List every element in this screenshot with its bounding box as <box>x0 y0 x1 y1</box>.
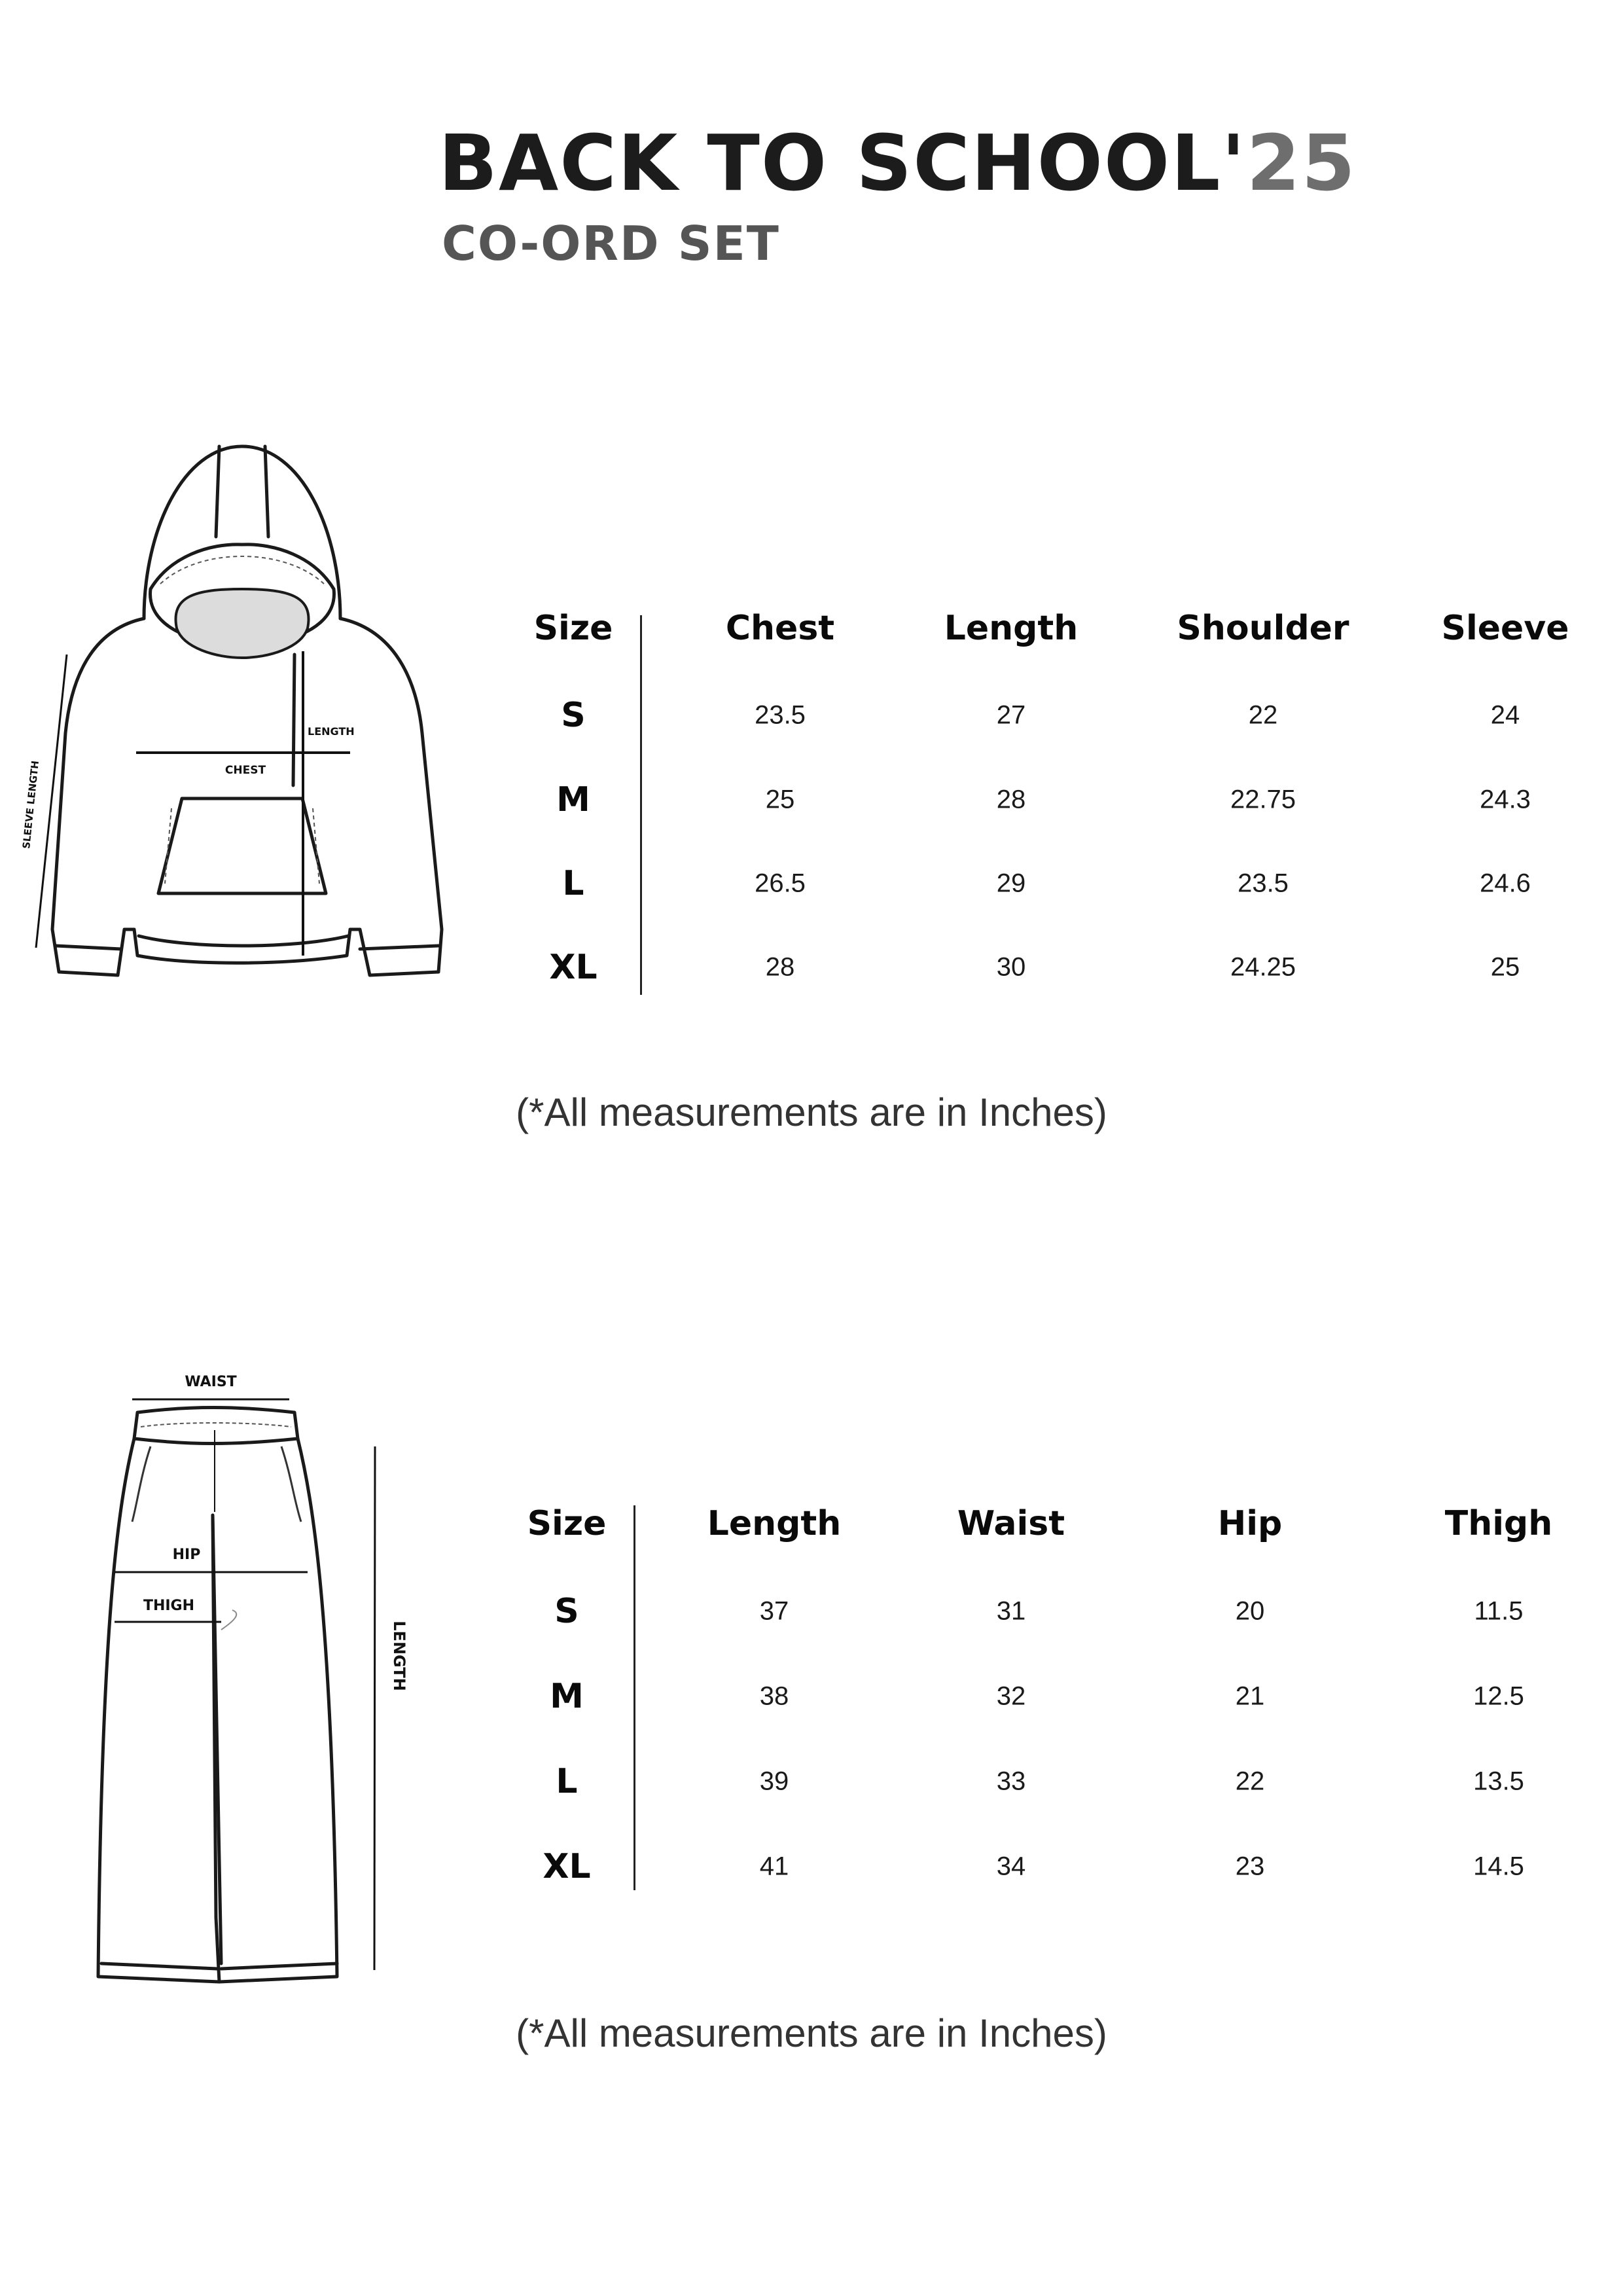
pants-table-cell: 32 <box>996 1681 1026 1711</box>
pants-table-cell: 22 <box>1235 1767 1265 1796</box>
pants-size-label: S <box>554 1592 579 1631</box>
hoodie-table-cell: 27 <box>996 700 1026 730</box>
pants-table-cell: 34 <box>996 1852 1026 1881</box>
hoodie-table-cell: 26.5 <box>755 869 806 898</box>
hoodie-measurement-note: (*All measurements are in Inches) <box>516 1090 1107 1134</box>
hoodie-header-length: Length <box>944 609 1079 648</box>
pants-table-cell: 23 <box>1235 1852 1265 1881</box>
pants-table-cell: 31 <box>996 1596 1026 1626</box>
title-apostrophe: ' <box>1221 118 1247 208</box>
hoodie-table-cell: 28 <box>765 952 795 982</box>
pants-table-cell: 37 <box>759 1596 789 1626</box>
pants-size-label: XL <box>543 1847 591 1886</box>
hoodie-table-cell: 22.75 <box>1230 785 1296 814</box>
hoodie-table-cell: 25 <box>1490 952 1520 982</box>
pants-header-length: Length <box>707 1504 842 1543</box>
pants-size-label: M <box>550 1677 584 1716</box>
pants-table-cell: 13.5 <box>1473 1767 1524 1796</box>
pants-header-hip: Hip <box>1217 1504 1283 1543</box>
hoodie-table-cell: 24.6 <box>1480 869 1531 898</box>
hoodie-table-cell: 25 <box>765 785 795 814</box>
hoodie-sleeve-length-label: SLEEVE LENGTH <box>20 760 42 850</box>
pants-length-label: LENGTH <box>390 1621 408 1691</box>
hoodie-table-cell: 23.5 <box>1238 869 1289 898</box>
hoodie-chest-label: CHEST <box>224 764 266 777</box>
pants-table-divider <box>633 1505 635 1890</box>
pants-table-cell: 41 <box>759 1852 789 1881</box>
pants-hip-label: HIP <box>172 1547 201 1563</box>
hoodie-table-cell: 30 <box>996 952 1026 982</box>
pants-thigh-label: THIGH <box>143 1598 195 1614</box>
hoodie-header-size: Size <box>533 609 613 648</box>
hoodie-length-label: LENGTH <box>308 725 355 738</box>
hoodie-header-chest: Chest <box>725 609 835 648</box>
pants-measurement-note: (*All measurements are in Inches) <box>516 2011 1107 2055</box>
hoodie-table-cell: 29 <box>996 869 1026 898</box>
pants-waist-label: WAIST <box>185 1374 237 1390</box>
pants-header-waist: Waist <box>957 1504 1065 1543</box>
pants-table-cell: 39 <box>759 1767 789 1796</box>
pants-size-label: L <box>556 1762 578 1801</box>
hoodie-header-sleeve: Sleeve <box>1441 609 1569 648</box>
hoodie-table-cell: 28 <box>996 785 1026 814</box>
pants-table-cell: 12.5 <box>1473 1681 1524 1711</box>
pants-header-size: Size <box>527 1504 607 1543</box>
hoodie-header-shoulder: Shoulder <box>1177 609 1349 648</box>
hoodie-size-label: S <box>561 696 586 735</box>
hoodie-table-cell: 23.5 <box>755 700 806 730</box>
pants-table-cell: 14.5 <box>1473 1852 1524 1881</box>
hoodie-size-label: M <box>556 780 590 819</box>
hoodie-size-label: L <box>562 864 584 903</box>
pants-table-cell: 38 <box>759 1681 789 1711</box>
title-year: 25 <box>1246 118 1357 208</box>
hoodie-table-cell: 22 <box>1248 700 1278 730</box>
hoodie-table-cell: 24.3 <box>1480 785 1531 814</box>
pants-table-cell: 33 <box>996 1767 1026 1796</box>
page-subtitle: CO-ORD SET <box>442 216 780 271</box>
pants-header-thigh: Thigh <box>1444 1504 1553 1543</box>
hoodie-table-cell: 24.25 <box>1230 952 1296 982</box>
title-text: BACK TO SCHOOL <box>438 118 1222 208</box>
pants-table-cell: 21 <box>1235 1681 1265 1711</box>
pants-table-cell: 20 <box>1235 1596 1265 1626</box>
hoodie-size-label: XL <box>549 948 597 987</box>
pants-table-cell: 11.5 <box>1474 1596 1524 1626</box>
hoodie-table-cell: 24 <box>1490 700 1520 730</box>
